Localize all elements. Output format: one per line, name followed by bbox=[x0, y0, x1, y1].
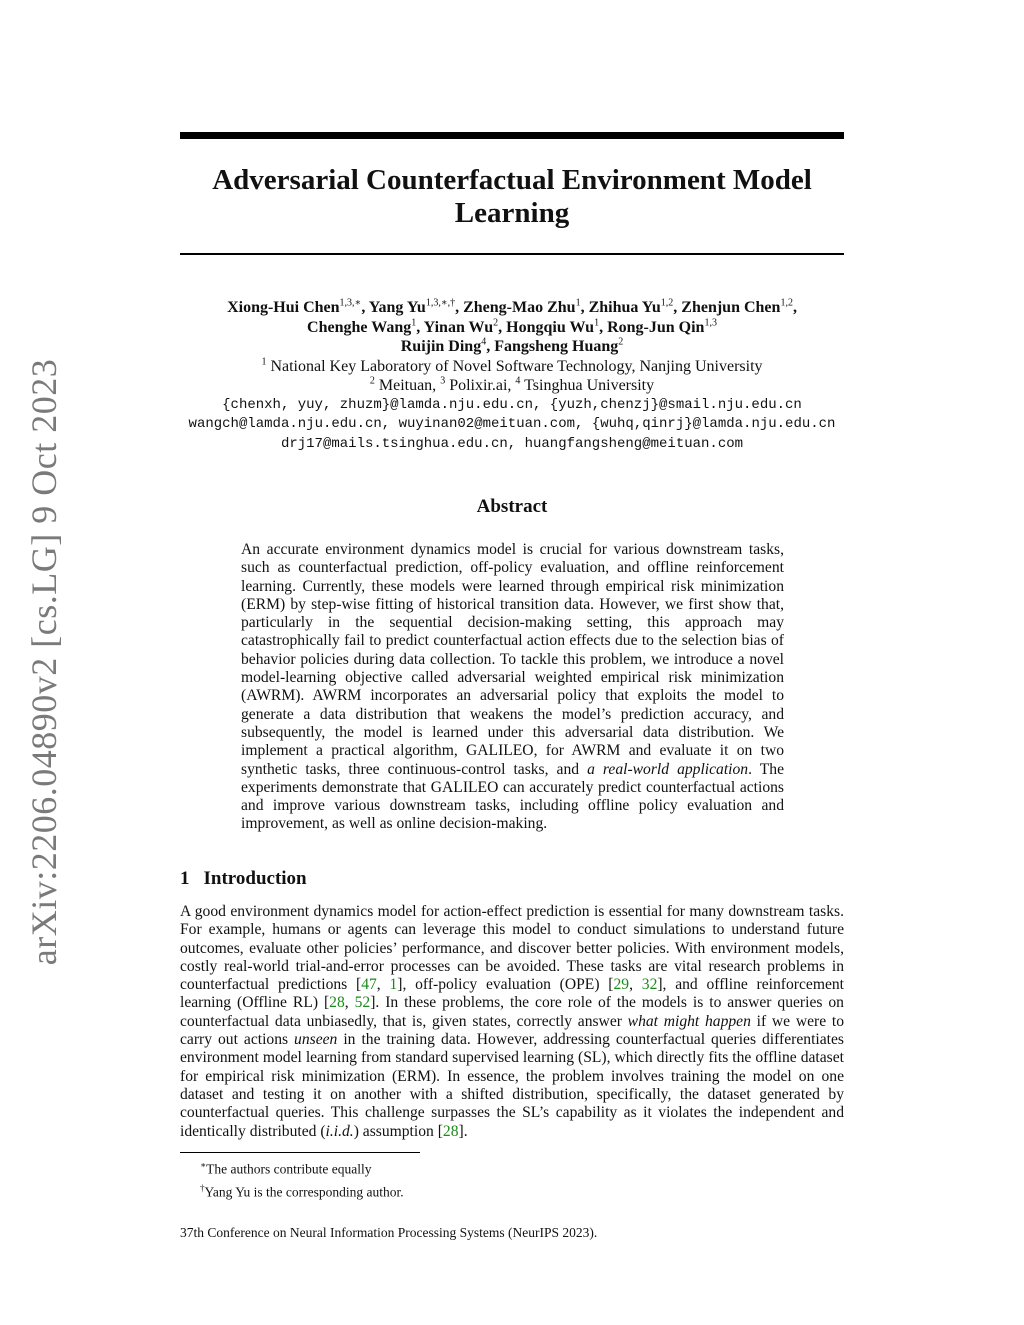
title-rule-top bbox=[180, 132, 844, 139]
abstract-heading: Abstract bbox=[476, 496, 548, 517]
author-line-1 bbox=[180, 298, 844, 318]
email-line: wangch@lamda.nju.edu.cn, wuyinan02@meituan.com, {wuhq,qinrj}@lamda.nju.edu.cn bbox=[188, 416, 836, 432]
affiliation-text: Meituan, bbox=[378, 377, 441, 394]
author-sep: , bbox=[498, 318, 507, 336]
author-name: Chenghe Wang bbox=[307, 318, 412, 336]
intro-text: A good environment dynamics model for action-effect prediction is essential for many downstream tasks. For example, humans or agents can leverage this model to conduct simulations to understand future outcomes, evaluate other policies’ performance, and discover better policies. With environment models, costly real-world trial-and-error processes can be avoided. These tasks are vital research problems in counterfactual predictions [ bbox=[180, 903, 844, 994]
section-title: Introduction bbox=[203, 868, 307, 889]
author-name: Zheng-Mao Zhu bbox=[463, 299, 576, 316]
affiliation-text: Polixir.ai, bbox=[449, 377, 516, 394]
author-name: Xiong-Hui Chen bbox=[227, 299, 340, 316]
footnote-mark: ∗ bbox=[200, 1160, 207, 1170]
footnote-rule bbox=[180, 1152, 420, 1153]
arxiv-identifier-text: arXiv:2206.04890v2 [cs.LG] 9 Oct 2023 bbox=[24, 358, 64, 966]
author-name: Rong-Jun Qin bbox=[607, 318, 705, 336]
author-sep: , bbox=[599, 318, 608, 336]
email-line: {chenxh, yuy, zhuzm}@lamda.nju.edu.cn, {yuzh,chenzj}@smail.nju.edu.cn bbox=[222, 396, 802, 413]
affiliation-text: National Key Laboratory of Novel Software Technology, Nanjing University bbox=[270, 357, 763, 375]
author-affil: 1,3,∗,† bbox=[425, 297, 456, 309]
author-name: Yinan Wu bbox=[423, 318, 494, 336]
author-sep: , bbox=[673, 299, 682, 316]
author-affil: 1,2 bbox=[780, 297, 793, 309]
intro-text: ) assumption [ bbox=[353, 1122, 443, 1140]
citation-link[interactable]: 28 bbox=[329, 994, 345, 1012]
conference-note: 37th Conference on Neural Information Processing Systems (NeurIPS 2023). bbox=[180, 1225, 598, 1240]
author-block bbox=[180, 298, 844, 454]
author-affil: 2 bbox=[493, 317, 499, 329]
paper-title: Adversarial Counterfactual Environment Model Learning bbox=[212, 164, 812, 229]
citation-link[interactable]: 52 bbox=[354, 994, 371, 1012]
author-sep: , bbox=[455, 299, 464, 316]
intro-text: ], and offline reinforcement learning (Offline RL) [ bbox=[180, 976, 845, 1012]
intro-text: ]. bbox=[458, 1122, 468, 1140]
author-sep: , bbox=[486, 338, 495, 355]
intro-emphasis: what might happen bbox=[627, 1012, 751, 1030]
citation-link[interactable]: 32 bbox=[641, 976, 658, 994]
author-affil: 1 bbox=[575, 297, 581, 309]
author-sep: , bbox=[792, 299, 797, 316]
author-sep: , bbox=[416, 318, 424, 336]
affiliation-mark: 4 bbox=[515, 375, 521, 387]
section-heading-introduction bbox=[180, 868, 307, 890]
footnotes bbox=[200, 1156, 404, 1201]
intro-emphasis: i.i.d. bbox=[325, 1122, 354, 1140]
introduction-body bbox=[180, 903, 844, 1141]
author-line-3 bbox=[180, 337, 844, 357]
footnote bbox=[200, 1179, 404, 1202]
author-name: Ruijin Ding bbox=[400, 338, 482, 355]
intro-text: in the training data. However, addressing counterfactual queries differentiates environment model learning from standard supervised learning (SL), which directly fits the offline dataset for empirical risk minimization (ERM). In essence, the problem involves training the model on one dataset and testing it on another with a shifted distribution, specifically, the dataset generated by counterfactual queries. This challenge surpasses the SL’s capability as it violates the independent and identically distributed ( bbox=[180, 1031, 844, 1140]
affiliation-text: Tsinghua University bbox=[524, 377, 655, 394]
abstract-body bbox=[241, 541, 784, 834]
email-line: drj17@mails.tsinghua.edu.cn, huangfangsheng@meituan.com bbox=[280, 435, 744, 452]
abstract-emphasis: a real-world application bbox=[587, 760, 749, 778]
intro-text: , bbox=[376, 976, 390, 994]
intro-text: , bbox=[344, 994, 355, 1012]
intro-text: , bbox=[629, 976, 642, 994]
author-name: Zhenjun Chen bbox=[681, 299, 781, 316]
intro-emphasis: unseen bbox=[294, 1031, 338, 1049]
author-affil: 1,3,∗ bbox=[339, 297, 362, 309]
author-sep: , bbox=[580, 299, 589, 316]
abstract-text: . The experiments demonstrate that GALILEO can accurately predict counterfactual actions and improve various downstream tasks, including offline policy evaluation and improvement, as well as online decision-making. bbox=[241, 760, 784, 833]
arxiv-identifier bbox=[16, 358, 72, 966]
author-name: Yang Yu bbox=[368, 299, 426, 316]
author-affil: 1,2 bbox=[660, 297, 674, 309]
intro-text: if we were to carry out actions bbox=[180, 1012, 844, 1049]
footnote bbox=[200, 1156, 404, 1179]
footnote-text: The authors contribute equally bbox=[206, 1161, 372, 1177]
affiliation-line-2 bbox=[180, 376, 844, 396]
footnote-mark: † bbox=[200, 1182, 205, 1193]
affiliation-mark: 3 bbox=[440, 375, 446, 387]
author-affil: 1 bbox=[411, 317, 417, 329]
citation-link[interactable]: 29 bbox=[613, 976, 630, 994]
author-sep: , bbox=[361, 299, 369, 316]
citation-link[interactable]: 47 bbox=[361, 976, 377, 994]
footnote-text: Yang Yu is the corresponding author. bbox=[204, 1184, 404, 1199]
author-line-2 bbox=[180, 318, 844, 338]
author-affil: 4 bbox=[481, 336, 487, 348]
abstract-text: An accurate environment dynamics model is crucial for various downstream tasks, such as counterfactual prediction, off-policy evaluation, and offline reinforcement learning. Currently, these models were learned through empirical risk minimization (ERM) by step-wise fitting of historical transition data. However, we first show that, particularly in the sequential decision-making setting, this approach may catastrophically fail to predict counterfactual action effects due to the selection bias of behavior policies during data collection. To tackle this problem, we introduce a novel model-learning objective called adversarial weighted empirical risk minimization (AWRM). AWRM incorporates an adversarial policy that exploits the model to generate a data distribution that weakens the model’s prediction accuracy, and subsequently, the model is learned under this adversarial data distribution. We implement a practical algorithm, GALILEO, for AWRM and evaluate it on two synthetic tasks, three continuous-control tasks, and bbox=[241, 541, 784, 778]
citation-link[interactable]: 1 bbox=[389, 976, 398, 994]
author-affil: 1 bbox=[594, 317, 600, 329]
author-name: Zhihua Yu bbox=[588, 299, 661, 316]
citation-link[interactable]: 28 bbox=[442, 1122, 459, 1140]
title-rule-bottom bbox=[180, 253, 844, 255]
author-affil: 2 bbox=[618, 336, 624, 348]
affiliation-mark: 1 bbox=[261, 356, 267, 368]
section-number: 1 bbox=[180, 868, 190, 889]
intro-text: ]. In these problems, the core role of the models is to answer queries on counterfactual data unbiasedly, that is, given states, correctly answer bbox=[180, 994, 844, 1030]
intro-text: ], off-policy evaluation (OPE) [ bbox=[397, 976, 614, 994]
affiliation-mark: 2 bbox=[369, 375, 375, 387]
affiliation-line-1 bbox=[180, 357, 844, 377]
author-name: Hongqiu Wu bbox=[506, 318, 595, 336]
author-affil: 1,3 bbox=[704, 317, 717, 329]
author-name: Fangsheng Huang bbox=[494, 338, 619, 355]
